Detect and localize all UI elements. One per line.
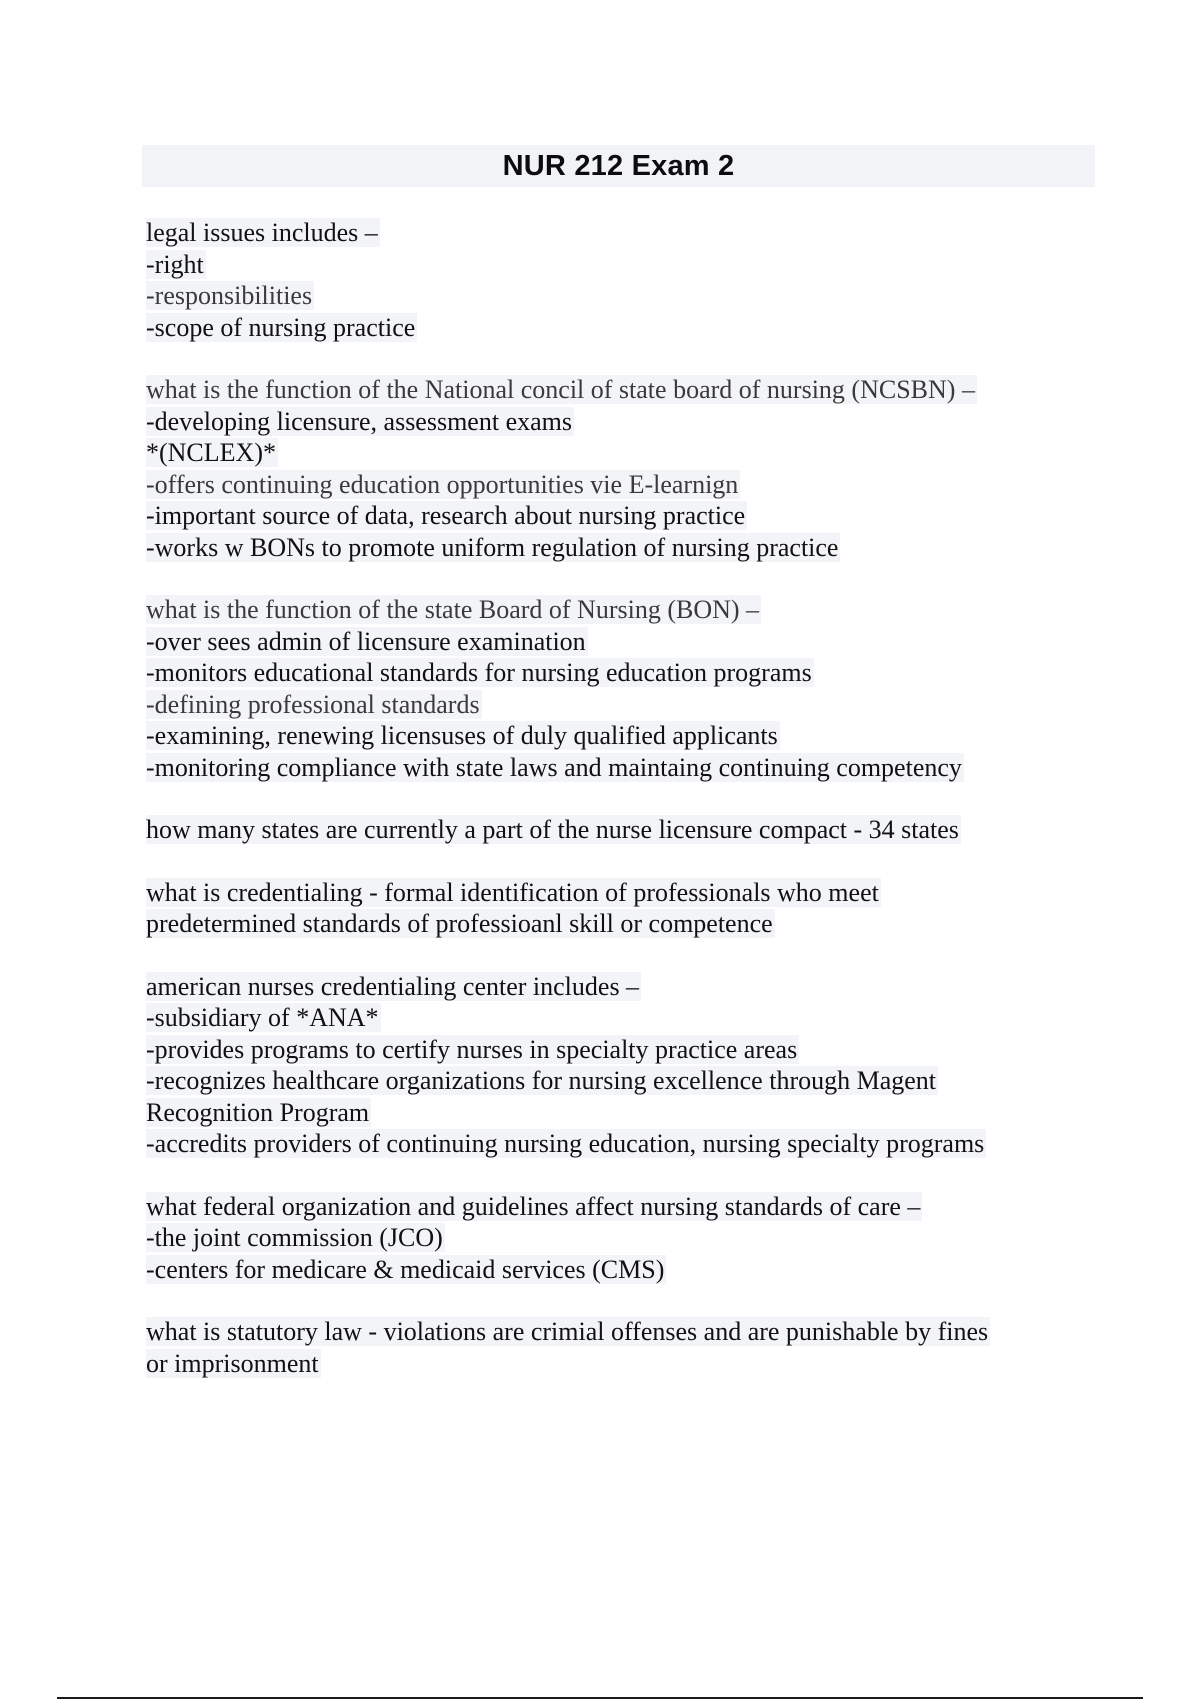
section-line <box>146 437 1106 469</box>
section-legal-issues <box>146 217 1106 343</box>
line-text: -over sees admin of licensure examination <box>146 626 586 656</box>
line-text: -works w BONs to promote uniform regulation of nursing practice <box>146 532 839 562</box>
section-line <box>146 280 1106 312</box>
line-text: what is the function of the National concil of state board of nursing (NCSBN) – <box>146 375 975 404</box>
section-ncsbn <box>146 374 1106 563</box>
section-line <box>146 908 1106 940</box>
section-line <box>146 374 1106 406</box>
line-text: -monitors educational standards for nursing education programs <box>146 658 812 687</box>
line-text: -recognizes healthcare organizations for nursing excellence through Magent <box>146 1066 937 1095</box>
line-text: -scope of nursing practice <box>146 312 416 342</box>
section-line <box>146 657 1106 689</box>
line-text: or imprisonment <box>146 1348 319 1378</box>
footer-divider <box>57 1697 1143 1699</box>
section-line <box>146 689 1106 721</box>
line-text: -developing licensure, assessment exams <box>146 406 572 436</box>
line-text: what federal organization and guidelines affect nursing standards of care – <box>146 1191 921 1221</box>
section-line <box>146 626 1106 658</box>
line-text: -monitoring compliance with state laws and maintaing continuing competency <box>146 752 962 782</box>
title-bar <box>142 145 1095 187</box>
document-title: NUR 212 Exam 2 <box>502 149 735 182</box>
section-line <box>146 720 1106 752</box>
section-line <box>146 312 1106 344</box>
section-bon <box>146 594 1106 783</box>
section-ancc <box>146 971 1106 1160</box>
line-text: -responsibilities <box>146 281 313 310</box>
section-line <box>146 814 1106 846</box>
section-line <box>146 249 1106 281</box>
line-text: -defining professional standards <box>146 689 480 719</box>
line-text: -centers for medicare & medicaid services (CMS) <box>146 1254 665 1284</box>
line-text: Recognition Program <box>146 1097 370 1127</box>
line-text: *(NCLEX)* <box>146 438 276 467</box>
section-line <box>146 1128 1106 1160</box>
line-text: -accredits providers of continuing nursing education, nursing specialty programs <box>146 1129 985 1158</box>
section-line <box>146 594 1106 626</box>
section-line <box>146 1316 1106 1348</box>
section-compact <box>146 814 1106 846</box>
section-statutory-law <box>146 1316 1106 1379</box>
line-text: -offers continuing education opportunities vie E-learnign <box>146 469 739 499</box>
section-line <box>146 532 1106 564</box>
line-text: -provides programs to certify nurses in specialty practice areas <box>146 1034 798 1064</box>
section-line <box>146 1065 1106 1097</box>
section-credentialing <box>146 877 1106 940</box>
section-line <box>146 1191 1106 1223</box>
section-line <box>146 1097 1106 1129</box>
line-text: -the joint commission (JCO) <box>146 1223 443 1252</box>
line-text: how many states are currently a part of the nurse licensure compact - 34 states <box>146 815 959 844</box>
line-text: -subsidiary of *ANA* <box>146 1003 379 1032</box>
line-text: legal issues includes – <box>146 218 378 247</box>
section-line <box>146 752 1106 784</box>
line-text: predetermined standards of professioanl skill or competence <box>146 909 773 938</box>
section-line <box>146 469 1106 501</box>
section-line <box>146 1348 1106 1380</box>
line-text: what is statutory law - violations are crimial offenses and are punishable by fines <box>146 1317 989 1346</box>
section-line <box>146 1254 1106 1286</box>
section-line <box>146 500 1106 532</box>
line-text: american nurses credentialing center includes – <box>146 971 640 1001</box>
document-body <box>146 217 1106 1410</box>
section-line <box>146 217 1106 249</box>
section-line <box>146 1034 1106 1066</box>
section-line <box>146 1222 1106 1254</box>
section-line <box>146 406 1106 438</box>
line-text: -examining, renewing licensuses of duly qualified applicants <box>146 721 778 750</box>
section-line <box>146 1002 1106 1034</box>
section-line <box>146 877 1106 909</box>
section-federal <box>146 1191 1106 1286</box>
section-line <box>146 971 1106 1003</box>
line-text: -important source of data, research about nursing practice <box>146 501 746 530</box>
line-text: what is the function of the state Board of Nursing (BON) – <box>146 595 760 624</box>
line-text: -right <box>146 249 204 279</box>
line-text: what is credentialing - formal identification of professionals who meet <box>146 877 879 907</box>
